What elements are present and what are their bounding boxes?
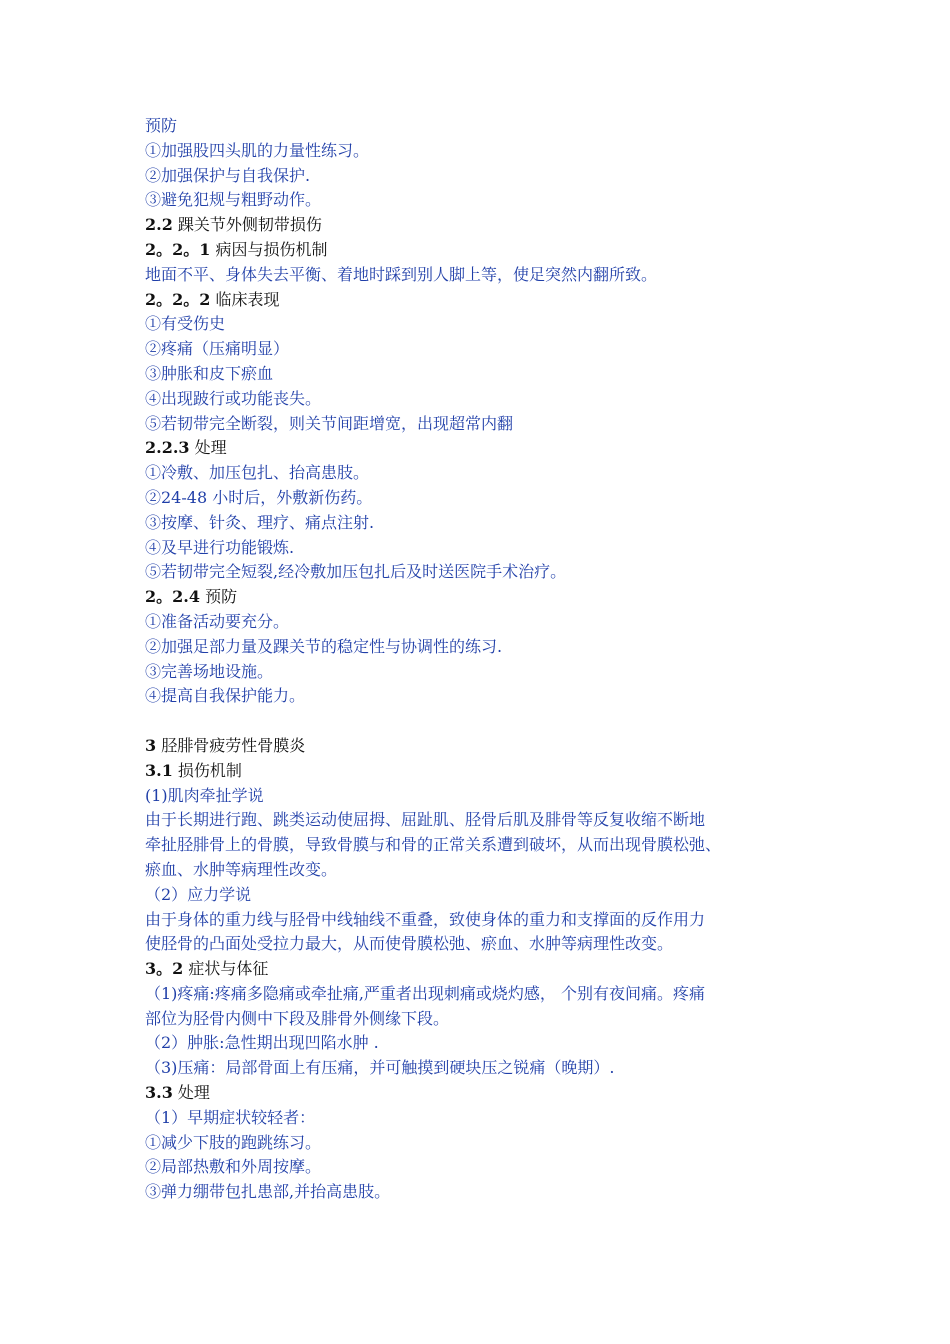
list-item: ②加强足部力量及踝关节的稳定性与协调性的练习. [145, 636, 503, 656]
list-item: ③完善场地设施。 [145, 661, 274, 681]
list-item: ①减少下肢的跑跳练习。 [145, 1132, 322, 1152]
paragraph-line: 由于身体的重力线与胫骨中线轴线不重叠，致使身体的重力和支撑面的反作用力 [145, 909, 706, 929]
section-title: 症状与体征 [183, 959, 269, 979]
section-heading-2-2-3 [145, 436, 825, 461]
subheading: (1)肌肉牵扯学说 [145, 785, 264, 805]
list-item: ③肿胀和皮下瘀血 [145, 363, 274, 383]
paragraph-line: 牵扯胫腓骨上的骨膜，导致骨膜与和骨的正常关系遭到破坏，从而出现骨膜松弛、 [145, 835, 722, 855]
paragraph-line: （1)疼痛:疼痛多隐痛或牵扯痛,严重者出现刺痛或烧灼感， 个别有夜间痛。疼痛 [145, 983, 705, 1003]
section-title: 处理 [189, 438, 227, 458]
list-item: ④出现跛行或功能丧失。 [145, 388, 322, 408]
section-heading-2-2 [145, 213, 825, 238]
section-heading-3-3 [145, 1081, 825, 1106]
paragraph-line: 部位为胫骨内侧中下段及腓骨外侧缘下段。 [145, 1008, 450, 1028]
paragraph-line: 瘀血、水肿等病理性改变。 [145, 859, 338, 879]
section-heading-prevention: 预防 [145, 116, 178, 135]
list-item: ①准备活动要充分。 [145, 611, 290, 631]
section-number: 2.2.3 [145, 438, 190, 458]
section-number: 2.2 [145, 215, 173, 235]
section-heading-2-2-2 [145, 288, 825, 313]
section-heading-3-2 [145, 957, 825, 982]
section-number: 3 [145, 735, 157, 755]
section-heading-2-2-1 [145, 238, 825, 263]
list-item: ②加强保护与自我保护. [145, 165, 311, 185]
section-title: 处理 [172, 1083, 210, 1103]
section-number: 3.1 [145, 760, 173, 780]
section-heading-3-1 [145, 759, 825, 784]
list-item: ④提高自我保护能力。 [145, 686, 306, 706]
list-item: ⑤若韧带完全断裂，则关节间距增宽，出现超常内翻 [145, 413, 514, 433]
document-page [145, 114, 825, 1205]
blank-line [145, 709, 825, 734]
list-item: ③避免犯规与粗野动作。 [145, 190, 322, 210]
section-title: 胫腓骨疲劳性骨膜炎 [156, 735, 306, 755]
list-item: ①有受伤史 [145, 314, 226, 334]
list-item: ②局部热敷和外周按摩。 [145, 1157, 322, 1177]
list-item: ②疼痛（压痛明显） [145, 339, 290, 359]
section-number: 3。2 [145, 959, 184, 979]
list-item: ⑤若韧带完全短裂,经冷敷加压包扎后及时送医院手术治疗。 [145, 562, 567, 582]
section-heading-2-2-4 [145, 585, 825, 610]
section-title: 损伤机制 [172, 760, 242, 780]
list-item: ①加强股四头肌的力量性练习。 [145, 140, 370, 160]
list-item: ①冷敷、加压包扎、抬高患肢。 [145, 463, 370, 483]
subheading: （1）早期症状较轻者： [145, 1107, 316, 1127]
section-number: 2。2。1 [145, 239, 211, 259]
paragraph-line: （3)压痛：局部骨面上有压痛，并可触摸到硬块压之锐痛（晚期）. [145, 1058, 615, 1078]
list-item: ③按摩、针灸、理疗、痛点注射. [145, 512, 375, 532]
section-title: 临床表现 [210, 289, 280, 309]
section-title: 预防 [199, 587, 238, 607]
list-item: ④及早进行功能锻炼. [145, 537, 295, 557]
section-number: 2。2.4 [145, 587, 200, 607]
section-title: 病因与损伤机制 [210, 239, 328, 259]
list-item: ②24-48 小时后，外敷新伤药。 [145, 487, 373, 507]
section-title: 踝关节外侧韧带损伤 [172, 215, 322, 235]
list-item: ③弹力绷带包扎患部,并抬高患肢。 [145, 1182, 391, 1202]
section-heading-3 [145, 734, 825, 759]
subheading: （2）应力学说 [145, 884, 252, 904]
paragraph-line: 使胫骨的凸面处受拉力最大，从而使骨膜松弛、瘀血、水肿等病理性改变。 [145, 934, 674, 954]
paragraph-line: 由于长期进行跑、跳类运动使屈拇、屈趾肌、胫骨后肌及腓骨等反复收缩不断地 [145, 810, 706, 830]
section-number: 2。2。2 [145, 289, 211, 309]
paragraph-line: 地面不平、身体失去平衡、着地时踩到别人脚上等，使足突然内翻所致。 [145, 264, 658, 284]
paragraph-line: （2）肿胀:急性期出现凹陷水肿 . [145, 1033, 379, 1053]
section-number: 3.3 [145, 1083, 173, 1103]
